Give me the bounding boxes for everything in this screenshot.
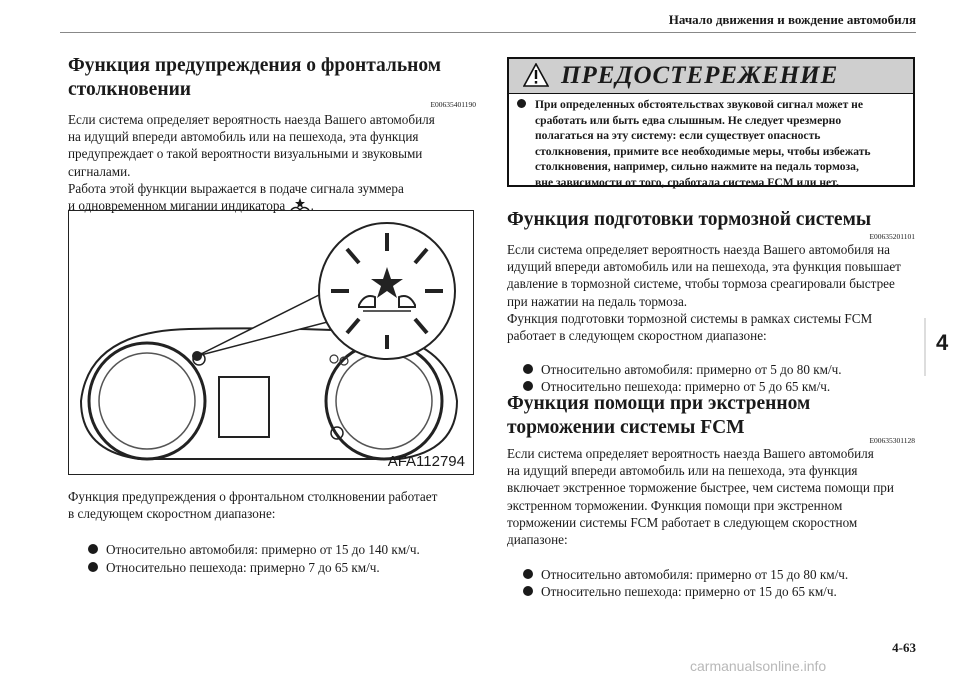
section-title	[68, 54, 476, 102]
watermark: carmanualsonline.info	[690, 658, 827, 674]
title-line: столкновении	[68, 79, 192, 100]
text-line: в следующем скоростном диапазоне:	[68, 506, 276, 522]
list-item: Относительно пешехода: примерно от 5 до 65 км/ч.	[523, 378, 915, 395]
text-line: Если система определяет вероятность наезда Вашего автомобиля на	[507, 242, 890, 257]
list-item: Относительно пешехода: примерно 7 до 65 км/ч.	[88, 559, 476, 576]
text-line: на идущий впереди автомобиль или на пешехода, эта функция	[68, 129, 419, 145]
text-line: Если система определяет вероятность наезда Вашего автомобиля	[68, 112, 435, 127]
bullet-list	[88, 541, 476, 575]
section-emergency-braking	[507, 392, 915, 601]
text-line: Функция подготовки тормозной системы в рамках системы FCM	[507, 310, 873, 326]
text-line: на идущий впереди автомобиль или на пешехода, эта функция	[507, 463, 858, 479]
section-title: Функция подготовки тормозной системы	[507, 209, 872, 230]
section-body	[68, 111, 476, 214]
text-fragment: и одновременном мигании индикатора	[68, 198, 286, 214]
section-brake-prep	[507, 208, 915, 396]
title-line: Функция предупреждения о фронтальном	[68, 55, 442, 76]
caution-box	[507, 57, 915, 187]
text-line: Работа этой функции выражается в подаче сигнала зуммера	[68, 180, 404, 196]
cluster-illustration	[69, 211, 472, 473]
section-title	[507, 392, 915, 440]
text-line: идущий впереди автомобиль или на пешехода, эта функция повышает	[507, 259, 901, 275]
title-line: Функция помощи при экстренном	[507, 393, 811, 414]
text-line: диапазоне:	[507, 532, 568, 548]
list-item: Относительно пешехода: примерно от 15 до 65 км/ч.	[523, 583, 915, 600]
text-line: столкновения, например, сильно нажмите на педаль тормоза,	[535, 160, 859, 174]
section-body	[507, 445, 915, 548]
caution-title: ПРЕДОСТЕРЕЖЕНИЕ	[561, 62, 839, 89]
chapter-number: 4	[936, 330, 949, 355]
list-item: Относительно автомобиля: примерно от 5 до 80 км/ч.	[523, 361, 915, 378]
list-item: Относительно автомобиля: примерно от 15 до 80 км/ч.	[523, 566, 915, 583]
period: .	[310, 198, 314, 214]
text-line: включает экстренное торможение быстрее, чем система помощи при	[507, 480, 894, 496]
caution-header	[509, 59, 913, 94]
header-rule	[60, 32, 916, 33]
text-line: вне зависимости от того, сработала система FCM или нет.	[535, 175, 839, 189]
list-item: Относительно автомобиля: примерно от 15 до 140 км/ч.	[88, 541, 476, 558]
page-number: 4-63	[892, 640, 916, 655]
text-line: сигналами.	[68, 163, 131, 179]
section-fcw	[68, 54, 476, 214]
text-line: сработать или быть едва слышным. Не следует чрезмерно	[535, 113, 842, 127]
fcw-range	[68, 488, 476, 576]
text-line: столкновения, примите все необходимые меры, чтобы избежать	[535, 144, 871, 158]
text-line: при нажатии на педаль тормоза.	[507, 293, 688, 309]
caution-text	[517, 97, 907, 191]
title-line: торможении системы FCM	[507, 417, 745, 438]
text-line: торможении системы FCM работает в следующем скоростном	[507, 514, 858, 530]
text-line: Если система определяет вероятность наезда Вашего автомобиля	[507, 446, 874, 461]
list-item	[517, 97, 907, 191]
section-body	[507, 241, 915, 344]
text-line: При определенных обстоятельствах звуковой сигнал может не	[535, 98, 863, 111]
text-line: экстренном торможении. Функция помощи при экстренном	[507, 497, 843, 513]
section-code: E00635401190	[430, 100, 476, 109]
instrument-cluster-figure	[68, 210, 474, 475]
text-line: предупреждает о такой вероятности визуальными и звуковыми	[68, 146, 423, 162]
text-line: давление в тормозной системе, чтобы тормоза среагировали быстрее	[507, 276, 895, 292]
warning-triangle-icon	[523, 63, 549, 87]
figure-code: AFA112794	[387, 453, 465, 470]
text-line: Функция предупреждения о фронтальном столкновении работает	[68, 489, 438, 504]
text-line: полагаться на эту систему: если существует опасность	[535, 129, 821, 143]
bullet-list	[523, 361, 915, 395]
section-code: E00635201101	[869, 232, 915, 241]
bullet-list	[523, 566, 915, 600]
section-code: E00635301128	[869, 436, 915, 445]
range-intro	[68, 488, 476, 522]
running-header: Начало движения и вождение автомобиля	[668, 12, 916, 27]
text-line: работает в следующем скоростном диапазоне:	[507, 328, 767, 344]
